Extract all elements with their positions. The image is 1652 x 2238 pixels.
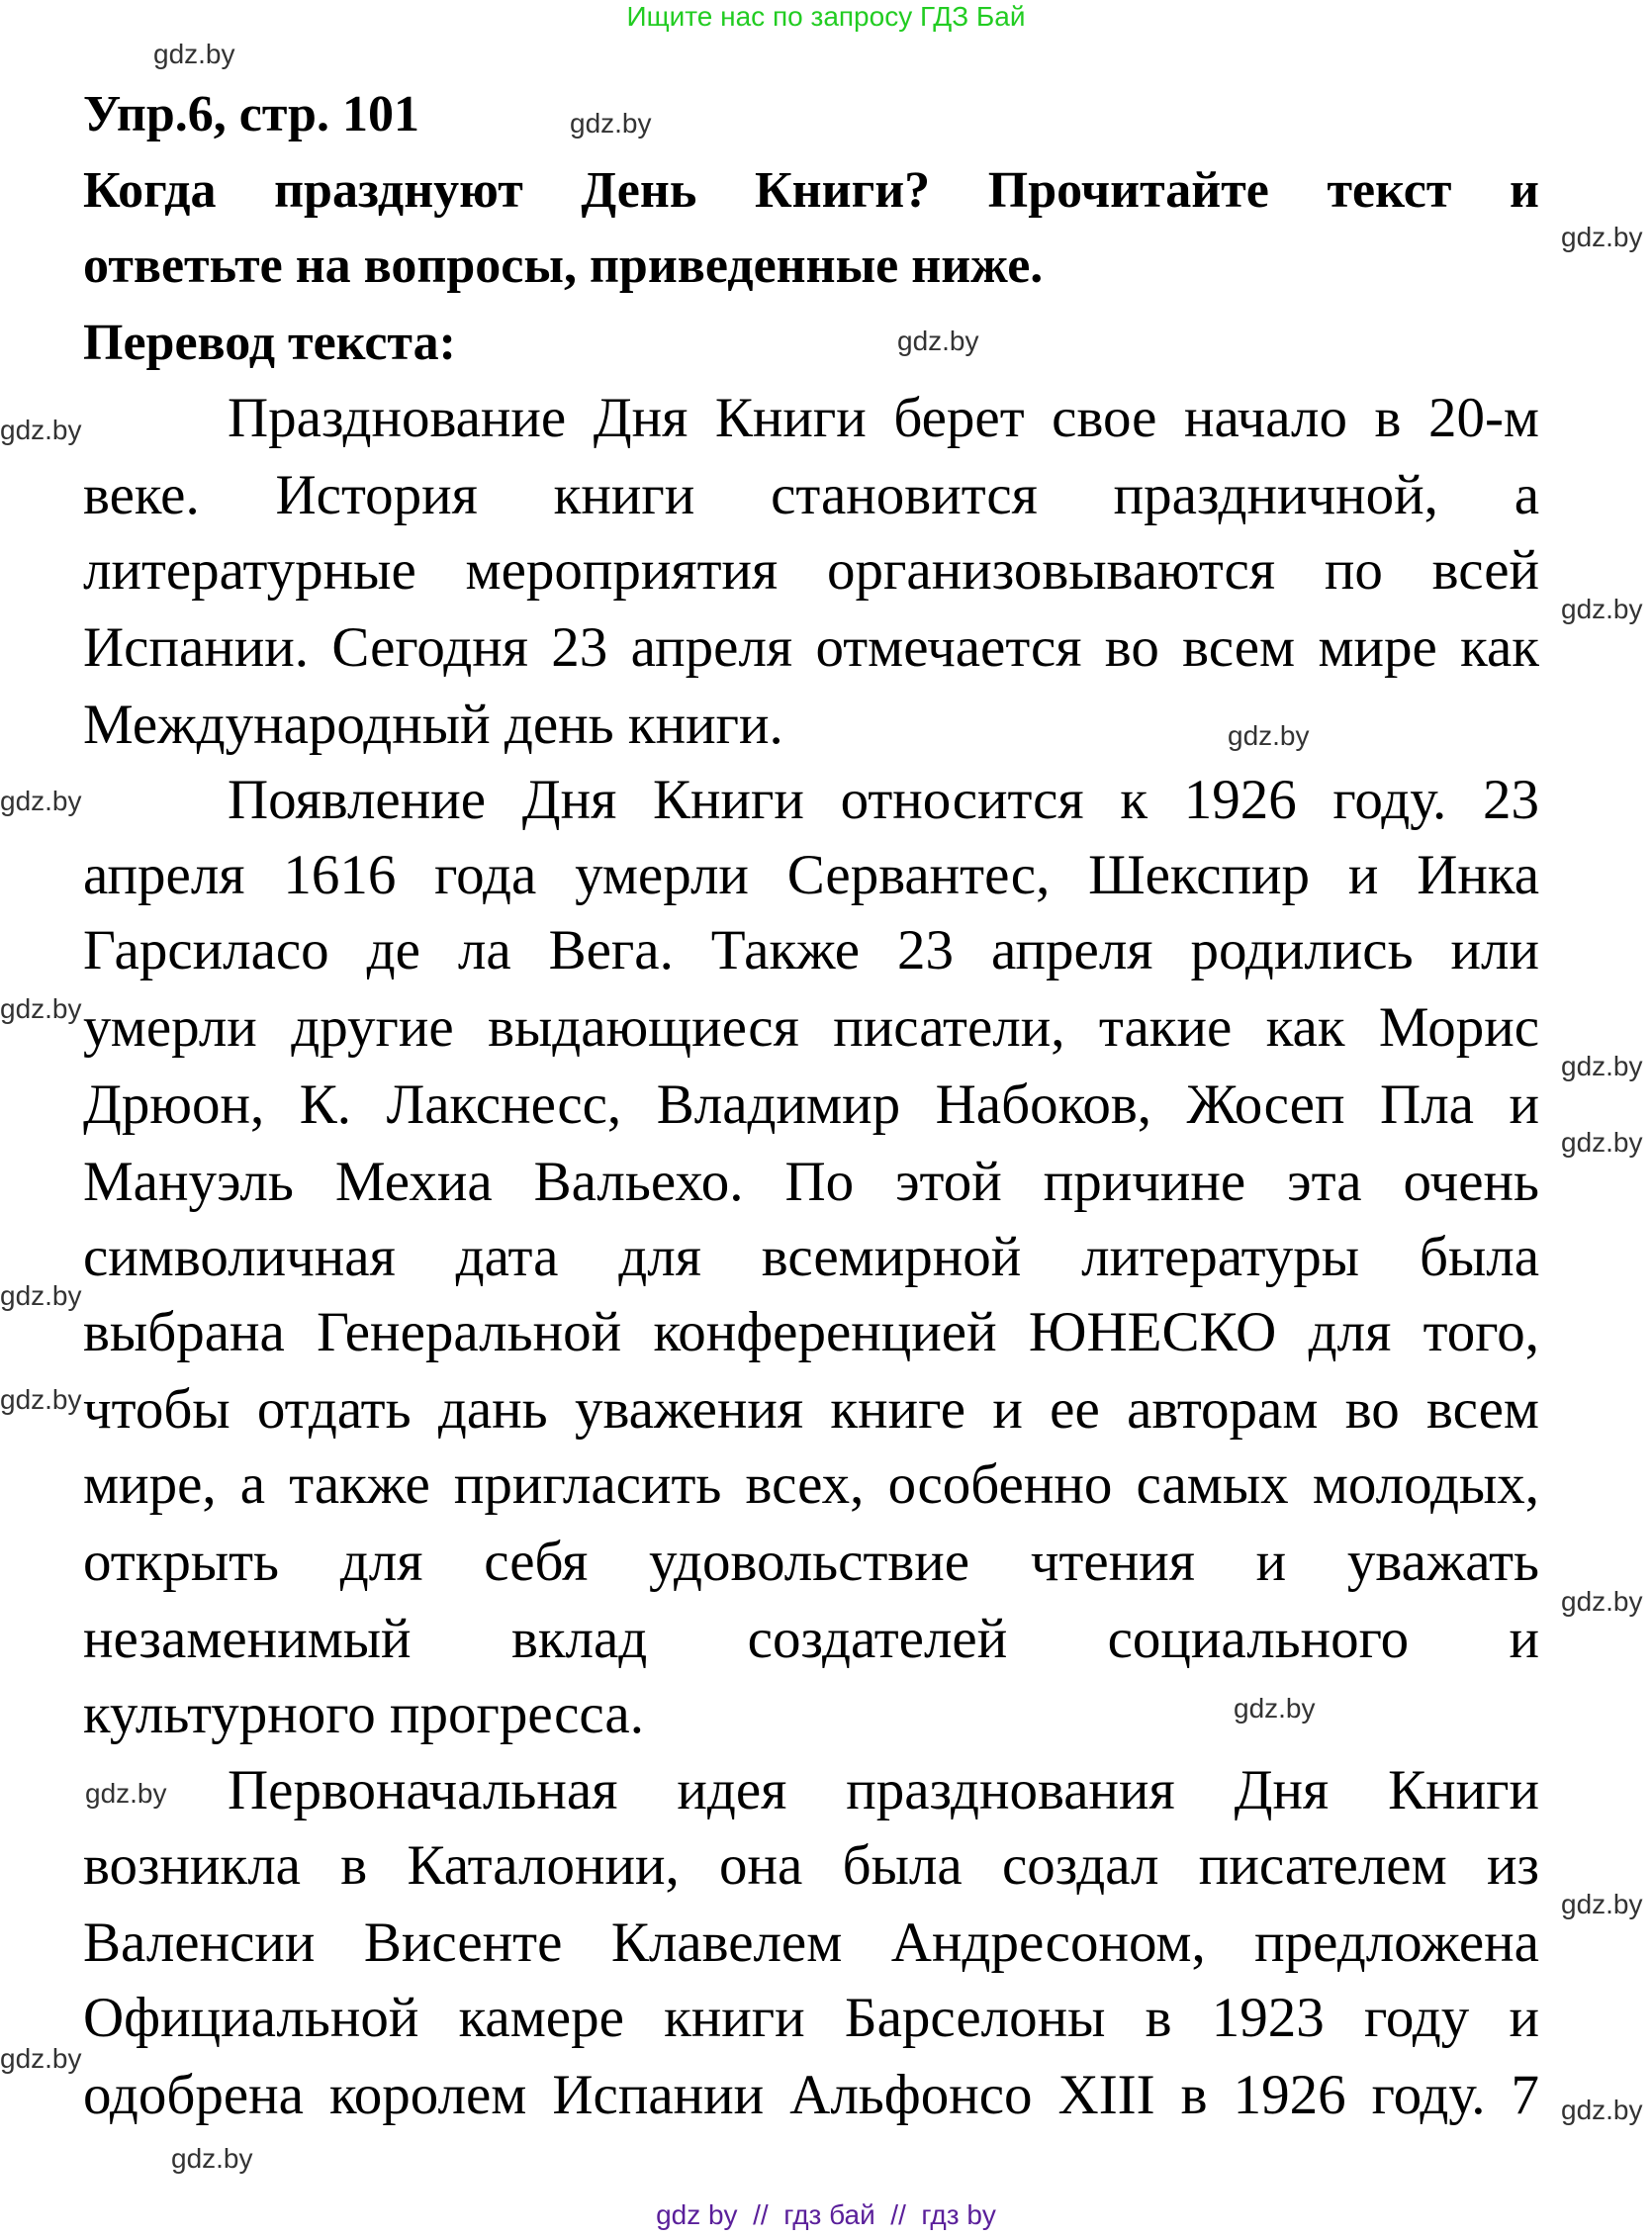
watermark: gdz.by [1561, 1586, 1643, 1617]
text-line: Официальной камере книги Барселоны в 1923 году и [83, 1987, 1539, 2049]
text-line: Дрюон, К. Лакснесс, Владимир Набоков, Жосеп Пла и [83, 1073, 1539, 1136]
text-line: Гарсиласо де ла Вега. Также 23 апреля родились или [83, 919, 1539, 981]
text-line: апреля 1616 года умерли Сервантес, Шекспир и Инка [83, 844, 1539, 906]
watermark: gdz.by [1561, 1051, 1643, 1081]
text-line: Испании. Сегодня 23 апреля отмечается во всем мире как [83, 616, 1539, 679]
footer-banner[interactable]: gdz by // гдз бай // гдз by [656, 2199, 996, 2230]
header-banner[interactable]: Ищите нас по запросу ГДЗ Бай [626, 1, 1026, 32]
watermark: gdz.by [0, 993, 82, 1024]
watermark: gdz.by [1561, 2095, 1643, 2125]
text-line: Празднование Дня Книги берет свое начало в 20-м [228, 387, 1539, 449]
text-line: чтобы отдать дань уважения книге и ее авторам во всем [83, 1378, 1539, 1441]
text-line: выбрана Генеральной конференцией ЮНЕСКО для того, [83, 1301, 1539, 1363]
watermark: gdz.by [0, 786, 82, 816]
text-line: Валенсии Висенте Клавелем Андресоном, предложена [83, 1912, 1539, 1974]
watermark: gdz.by [1234, 1693, 1316, 1724]
text-line: умерли другие выдающиеся писатели, такие как Морис [83, 996, 1539, 1059]
text-line: Международный день книги. [83, 694, 783, 756]
watermark: gdz.by [570, 108, 652, 139]
watermark: gdz.by [0, 415, 82, 445]
watermark: gdz.by [85, 1778, 167, 1809]
watermark: gdz.by [0, 1280, 82, 1311]
watermark: gdz.by [153, 39, 235, 69]
text-line: Появление Дня Книги относится к 1926 году. 23 [228, 769, 1539, 831]
watermark: gdz.by [171, 2143, 253, 2174]
text-line: Мануэль Мехиа Вальехо. По этой причине эта очень [83, 1151, 1539, 1213]
watermark: gdz.by [1561, 1889, 1643, 1919]
text-line: одобрена королем Испании Альфонсо XIII в 1926 году. 7 [83, 2064, 1539, 2126]
translation-heading: Перевод текста: [83, 315, 456, 371]
watermark: gdz.by [0, 2043, 82, 2074]
task-line-1: Когда празднуют День Книги? Прочитайте текст и [83, 162, 1539, 219]
watermark: gdz.by [897, 326, 979, 356]
text-line: открыть для себя удовольствие чтения и уважать [83, 1531, 1539, 1593]
watermark: gdz.by [1561, 594, 1643, 624]
text-line: мире, а также пригласить всех, особенно самых молодых, [83, 1453, 1539, 1516]
text-line: возникла в Каталонии, она была создал писателем из [83, 1834, 1539, 1897]
text-line: веке. История книги становится праздничной, а [83, 464, 1539, 526]
text-line: символичная дата для всемирной литературы была [83, 1226, 1539, 1288]
text-line: литературные мероприятия организовываются по всей [83, 539, 1539, 602]
text-line: незаменимый вклад создателей социального и [83, 1608, 1539, 1670]
exercise-title: Упр.6, стр. 101 [83, 86, 419, 142]
task-line-2: ответьте на вопросы, приведенные ниже. [83, 237, 1044, 294]
watermark: gdz.by [0, 1384, 82, 1415]
watermark: gdz.by [1561, 1127, 1643, 1158]
watermark: gdz.by [1561, 222, 1643, 252]
text-line: Первоначальная идея празднования Дня Книги [228, 1759, 1539, 1821]
text-line: культурного прогресса. [83, 1683, 644, 1745]
watermark: gdz.by [1228, 720, 1310, 751]
